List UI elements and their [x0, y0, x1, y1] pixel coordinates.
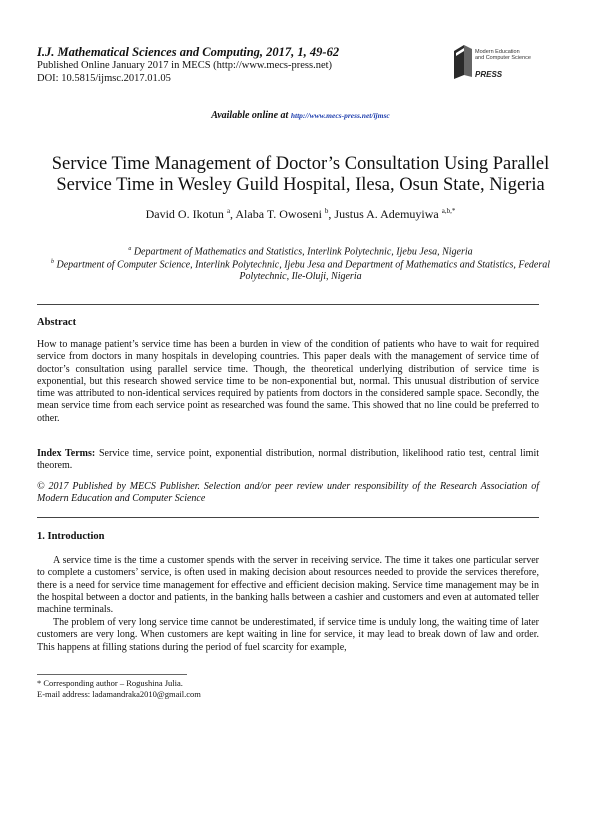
published-online: Published Online January 2017 in MECS (http://www.mecs-press.net): [37, 60, 333, 71]
book-stack-icon: [452, 43, 474, 81]
publisher-logo: [452, 43, 572, 85]
author-affil-sup: a,b,*: [441, 207, 456, 215]
author-name: , Alaba T. Owoseni: [230, 207, 325, 221]
author-list: [30, 207, 571, 222]
affil-text: Department of Mathematics and Statistics, Interlink Polytechnic, Ijebu Jesa, Nigeria: [131, 246, 473, 258]
index-terms: [37, 448, 539, 473]
affil-text: Department of Computer Science, Interlink Polytechnic, Ijebu Jesa and Department of Mathematics and Statistics, Federal Polytechnic, Ile-Oluji, Nigeria: [54, 259, 550, 283]
intro-paragraph-2: The problem of very long service time cannot be underestimated, if service time is unduly long, the waiting time of later customers are very long. When customers are kept waiting in line for service, it may lead to break down of law and order. This happens at filling stations during the period of fuel scarcity for example,: [37, 617, 539, 653]
corresponding-author: * Corresponding author – Rogushina Julia.: [37, 678, 183, 688]
footnote-divider: [37, 674, 187, 675]
index-terms-text: Service time, service point, exponential distribution, normal distribution, likelihood ratio test, central limit theorem.: [37, 448, 539, 472]
abstract-heading: Abstract: [37, 317, 77, 328]
available-online: [0, 110, 601, 121]
divider: [37, 304, 539, 305]
index-terms-label: Index Terms:: [37, 448, 96, 459]
logo-line1: Modern Education: [475, 49, 520, 55]
author-affil-sup: b: [324, 207, 329, 215]
affil-sup: b: [51, 259, 54, 265]
author-name: David O. Ikotun: [145, 207, 227, 221]
copyright-notice: © 2017 Published by MECS Publisher. Selection and/or peer review under responsibility of the Research Association of Modern Education and Computer Science: [37, 481, 539, 505]
paper-title: [30, 154, 571, 196]
intro-paragraph-1: A service time is the time a customer spends with the server in receiving service. The time it takes one particular server to complete a customers’ service, is often used in making decision about resources needed to provide the services therefore, there is a need for service time management for effective and efficient decision making. Service time management may be in the hospital between a doctor and patients, in the banking halls between a cashier and customers and even at automated teller machine terminals.: [37, 555, 539, 616]
available-label: Available online at: [211, 110, 289, 121]
affiliation-b: [40, 256, 561, 283]
doi: DOI: 10.5815/ijmsc.2017.01.05: [37, 73, 171, 84]
author-name: , Justus A. Ademuyiwa: [328, 207, 442, 221]
abstract-text: How to manage patient’s service time has been a burden in view of the condition of patients who have to wait for required service from doctors in many hospitals in developing countries. This paper deals with the management of service time of doctor’s consultation using parallel service time. Though, the theoretical underlying distribution of service time is exponential, but this research showed service time to be non-exponential but, normal. This unusual distribution of service time was attributed to non-identical services required by patients from doctors in the considered sample space. Secondly, the mean service time from each service point as researched was found the same. This showed that no line could be preferred to other.: [37, 339, 539, 424]
affil-sup: a: [128, 246, 132, 252]
logo-press: PRESS: [475, 70, 503, 79]
divider: [37, 517, 539, 518]
journal-url-link[interactable]: http://www.mecs-press.net/ijmsc: [290, 111, 390, 120]
title-line-2: Service Time in Wesley Guild Hospital, Ilesa, Osun State, Nigeria: [56, 175, 545, 195]
introduction-heading: 1. Introduction: [37, 531, 105, 542]
email-address: E-mail address: ladamandraka2010@gmail.com: [37, 689, 201, 699]
logo-line2: and Computer Science: [475, 55, 531, 61]
author-affil-sup: a: [226, 207, 231, 215]
title-line-1: Service Time Management of Doctor’s Consultation Using Parallel: [51, 154, 550, 174]
journal-citation: I.J. Mathematical Sciences and Computing, 2017, 1, 49-62: [37, 45, 340, 59]
